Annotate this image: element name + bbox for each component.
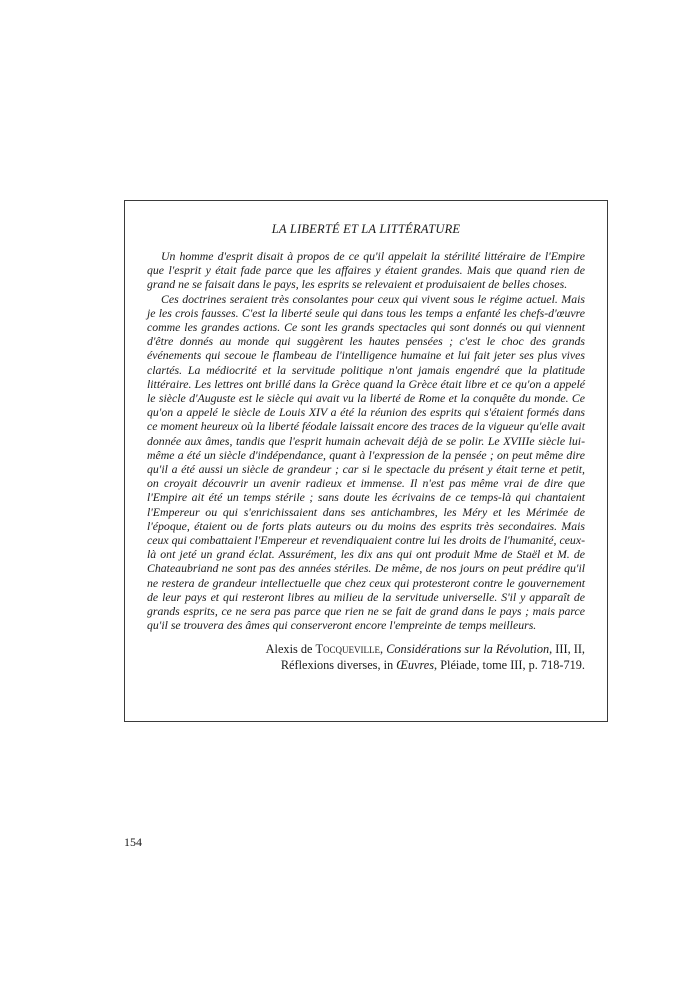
citation — [147, 642, 585, 673]
quote-box — [124, 200, 608, 722]
citation-collection: Œuvres — [396, 657, 435, 672]
citation-line-2 — [147, 658, 585, 674]
citation-line-1: Alexis de Tocqueville, Considérations sur la Révolution, III, II, — [265, 642, 585, 657]
citation-location: , III, II, — [549, 642, 585, 657]
citation-line2-suffix: , Pléiade, tome III, p. 718-719. — [434, 657, 585, 672]
excerpt-paragraph-1: Un homme d'esprit disait à propos de ce qu'il appelait la stérilité littéraire de l'Empire que l'esprit y était fade parce que les affaires y étaient grandes. Mais que quand rien de grand ne se faisait dans le pays, les esprits se relevaient et produisaient de belles choses. — [147, 249, 585, 292]
citation-work-title: Considérations sur la Révolution — [386, 642, 550, 657]
page-number: 154 — [124, 835, 142, 849]
citation-author-first: Alexis de — [265, 642, 313, 657]
excerpt-paragraph-2: Ces doctrines seraient très consolantes pour ceux qui vivent sous le régime actuel. Mais je les crois fausses. C'est la liberté seule qui dans tous les temps a enfanté les chefs-d'œuvre comme les grandes actions. Ce sont les grands spectacles qui sont donnés ou qui viennent d'être donnés au monde qui suggèrent les hautes pensées ; c'est le choc des grands événements qui secoue le flambeau de l'intelligence humaine et lui fait jeter ses plus vives clartés. La médiocrité et la servitude politique n'ont jamais engendré que la platitude littéraire. Les lettres ont brillé dans la Grèce quand la Grèce était libre et ce qu'on a appelé le siècle d'Auguste est le siècle qui avait vu la liberté de Rome et la conquête du monde. Ce qu'on a appelé le siècle de Louis XIV a été la réunion des esprits qui s'étaient formés dans ce moment heureux où la liberté féodale laissait encore des traces de la vigueur qu'elle avait donnée aux âmes, tandis que l'esprit humain achevait déjà de se polir. Le XVIIIe siècle lui-même a été un siècle d'indépendance, quant à l'expression de la pensée ; on peut même dire qu'il a été aussi un siècle de grandeur ; car si le spectacle du présent y était terne et petit, on croyait découvrir un avenir radieux et immense. Il n'est pas même vrai de dire que l'Empire ait été un temps stérile ; sans doute les écrivains de ce temps-là qui chantaient l'Empereur ou qui s'enrichissaient dans ses antichambres, les Méry et les Mérimée de l'époque, étaient ou de forts plats auteurs ou du moins des esprits très secondaires. Mais ceux qui combattaient l'Empereur et revendiquaient contre lui les droits de l'humanité, ceux-là ont jeté un grand éclat. Assurément, les dix ans qui ont produit Mme de Staël et M. de Chateaubriand ne sont pas des années stériles. De même, de nos jours on peut prédire qu'il ne restera de grandeur intellectuelle que chez ceux qui protesteront contre le gouvernement de leur pays et qui resteront libres au milieu de la servitude universelle. S'il y apparaît de grands esprits, ce ne sera pas parce que rien ne se fait de grand dans le pays ; mais parce qu'il se trouvera des âmes qui conserveront encore l'empreinte de temps meilleurs. — [147, 291, 585, 633]
excerpt-title: LA LIBERTÉ ET LA LITTÉRATURE — [271, 222, 461, 236]
citation-line2-prefix: Réflexions diverses, in — [280, 657, 394, 672]
citation-author-last: Tocqueville — [315, 642, 381, 657]
